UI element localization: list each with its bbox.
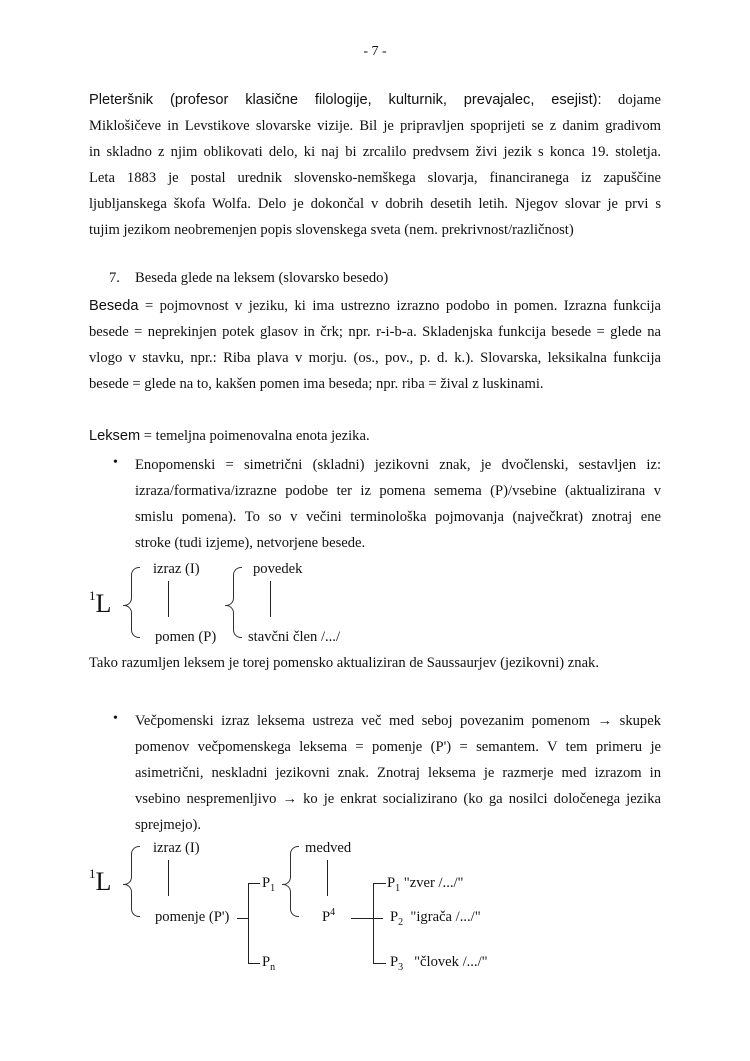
bullet-enopomenski: [135, 452, 661, 556]
connector-line: [327, 860, 328, 896]
beseda-line: vlogo v stavku, npr.: Riba plava v morju. (os., pov., p. d. k.). Slovarska, leksikalna funkcija: [89, 350, 661, 366]
section-title: Beseda glede na leksem (slovarsko besedo): [135, 270, 389, 286]
connector-line: [248, 883, 260, 884]
pomenje-label: pomenje (P'): [155, 909, 230, 925]
izraz-label: izraz (I): [153, 561, 200, 577]
saussure-sentence: Tako razumljen leksem je torej pomensko aktualiziran de Saussaurjev (jezikovni) znak.: [89, 655, 599, 671]
lexeme-index: 1: [89, 588, 96, 603]
bullet-marker: •: [113, 711, 118, 726]
p-letter: P: [390, 909, 399, 925]
p-index: 1: [395, 882, 401, 894]
brace-icon: [233, 613, 242, 638]
brace-icon: [131, 567, 140, 598]
sense-item: [387, 875, 464, 894]
beseda-line: besede = neprekinjen potek glasov in črk; npr. r-i-b-a. Skladenjska funkcija besede = glede na: [89, 324, 661, 340]
bullet-line: vsebino nespremenljivo → ko je enkrat socializirano (ko ga nosilci določenega jezika: [135, 791, 661, 807]
intro-line: Leta 1883 je postal urednik slovensko-nemškega slovarja, financiranega iz zapuščine: [89, 170, 661, 186]
intro-line: ljubljanskega škofa Wolfa. Delo je dokončal v dobrih desetih letih. Njegov slovar je prvi s: [89, 196, 661, 212]
sense-text: "igrača /.../": [410, 909, 481, 925]
connector-line: [351, 918, 383, 919]
povedek-label: povedek: [253, 561, 303, 577]
sense-pn-label: [262, 954, 275, 973]
intro-lead: Pleteršnik (profesor klasične filologije, kulturnik, prevajalec, esejist):: [89, 92, 602, 108]
bullet-line: sprejmejo).: [135, 817, 202, 833]
connector-line: [373, 883, 386, 884]
leksem-definition: [89, 428, 370, 445]
sense-item: [390, 954, 488, 973]
p-index: 4: [330, 907, 336, 918]
brace-icon: [131, 846, 140, 877]
intro-line: dojame: [618, 92, 661, 108]
sense-p1-label: [262, 875, 275, 894]
p-letter: P: [262, 954, 271, 970]
beseda-paragraph: [89, 293, 661, 397]
connector-line: [373, 883, 374, 963]
bullet-line: smislu pomena). To so v večini terminološka pojmovanja (največkrat) znotraj ene: [135, 509, 661, 525]
connector-line: [237, 918, 248, 919]
brace-icon: [290, 846, 299, 877]
p4-label: [322, 907, 335, 926]
connector-line: [270, 581, 271, 617]
bullet-line: asimetrični, neskladni jezikovni znak. Znotraj leksema je razmerje med izrazom in: [135, 765, 661, 781]
section-heading: [109, 270, 388, 287]
leksem-term: Leksem: [89, 428, 141, 444]
bullet-line: stroke (tudi izjeme), netvorjene besede.: [135, 535, 366, 551]
brace-icon: [233, 567, 242, 598]
beseda-line: = pojmovnost v jeziku, ki ima ustrezno izrazno podobo in pomen. Izrazna funkcija: [144, 298, 661, 314]
lexeme-symbol: [89, 588, 111, 619]
lexeme-symbol: [89, 866, 111, 897]
p-index: 3: [398, 961, 404, 973]
beseda-line: besede = glede na to, kakšen pomen ima beseda; npr. riba = žival z luskinami.: [89, 376, 544, 392]
medved-label: medved: [305, 840, 352, 856]
p-index: 1: [270, 882, 276, 894]
section-number: 7.: [109, 270, 120, 286]
p-index: n: [270, 961, 276, 973]
connector-line: [248, 883, 249, 963]
pomen-label: pomen (P): [155, 629, 217, 645]
p-letter: P: [387, 875, 396, 891]
stavcni-clen-label: stavčni člen /.../: [248, 629, 340, 645]
intro-line: tujim jezikom neobremenjen popis slovenskega sveta (nem. prekrivnost/različnost): [89, 222, 574, 238]
p-index: 2: [398, 916, 404, 928]
intro-line: Miklošičeve in Levstikove slovarske vizije. Bil je pripravljen spoprijeti se z danim gradivom: [89, 118, 661, 134]
bullet-line: izraza/formativa/izrazne podobe ter iz pomena semema (P)/vsebine (aktualizirana v: [135, 483, 661, 499]
bullet-line: pomenov večpomenskega leksema = pomenje (P') = semantem. V tem primeru je: [135, 739, 661, 755]
connector-line: [373, 963, 386, 964]
sense-text: "človek /.../": [414, 954, 488, 970]
brace-icon: [290, 892, 299, 917]
connector-line: [168, 581, 169, 617]
intro-paragraph: [89, 87, 661, 243]
bullet-marker: •: [113, 455, 118, 470]
connector-line: [168, 860, 169, 896]
sense-text: "zver /.../": [403, 875, 464, 891]
brace-icon: [131, 613, 140, 638]
page-number: - 7 -: [363, 44, 387, 59]
bullet-line: Večpomenski izraz leksema ustreza več med seboj povezanim pomenom → skupek: [135, 713, 661, 729]
bullet-vecpomenski: [135, 708, 661, 838]
p-letter: P: [322, 908, 331, 925]
intro-line: in skladno z njim oblikovati delo, ki naj bi zrcalilo predvsem živi jezik s konca 19. stoletja.: [89, 144, 661, 160]
izraz-label: izraz (I): [153, 840, 200, 856]
connector-line: [248, 963, 260, 964]
lexeme-index: 1: [89, 866, 96, 881]
p-letter: P: [262, 875, 271, 891]
beseda-term: Beseda: [89, 298, 139, 314]
brace-icon: [131, 892, 140, 917]
p-letter: P: [390, 954, 399, 970]
lexeme-letter: L: [95, 589, 112, 618]
leksem-text: = temeljna poimenovalna enota jezika.: [143, 428, 370, 444]
bullet-line: Enopomenski = simetrični (skladni) jezikovni znak, je dvočlenski, sestavljen iz:: [135, 457, 661, 473]
lexeme-letter: L: [95, 867, 112, 896]
sense-item: [390, 909, 481, 928]
